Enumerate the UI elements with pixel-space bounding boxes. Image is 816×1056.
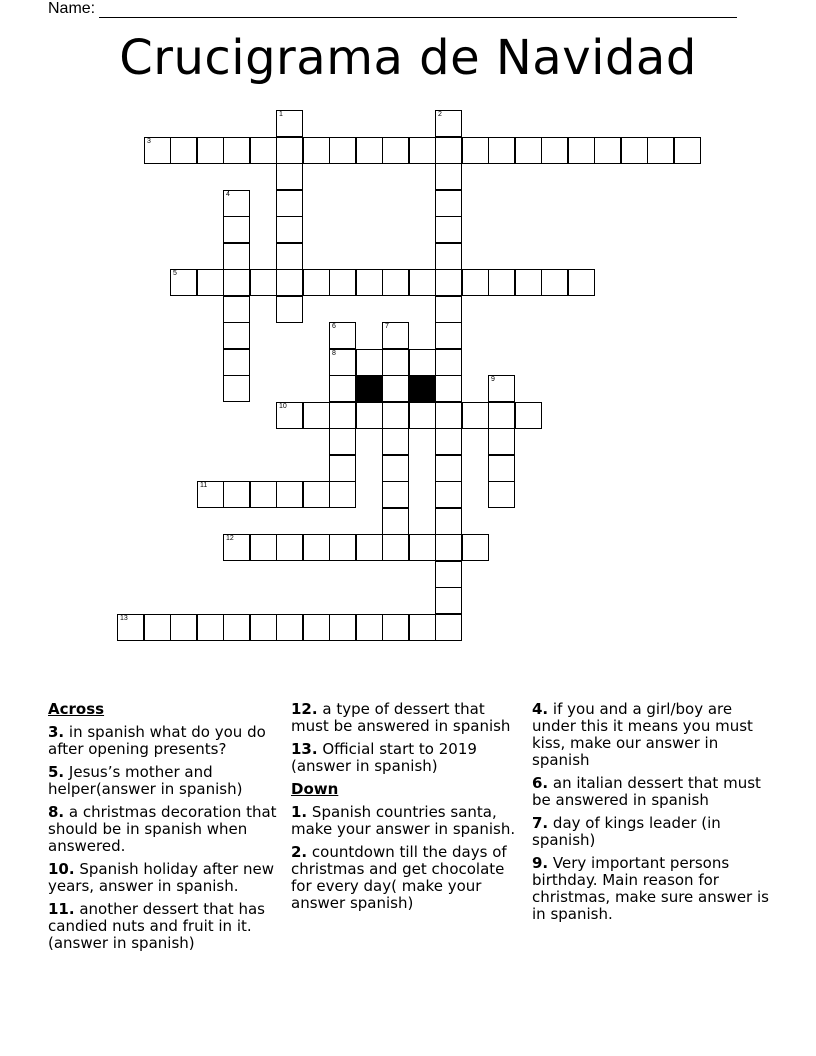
clue-text: Official start to 2019 (answer in spanish) [291, 740, 477, 775]
crossword-cell[interactable] [223, 216, 250, 243]
crossword-cell[interactable] [515, 402, 542, 429]
crossword-cell[interactable] [303, 481, 330, 508]
name-label: Name: [48, 0, 96, 17]
crossword-cell[interactable] [250, 614, 277, 641]
crossword-cell[interactable] [250, 481, 277, 508]
crossword-cell[interactable] [435, 375, 462, 402]
crossword-cell[interactable] [276, 269, 303, 296]
crossword-cell[interactable] [276, 137, 303, 164]
cell-number: 3 [147, 138, 151, 145]
crossword-cell[interactable] [409, 137, 436, 164]
crossword-cell[interactable] [647, 137, 674, 164]
clue-text: Very important persons birthday. Main reason for christmas, make sure answer is in spanish. [532, 854, 769, 923]
crossword-cell[interactable] [329, 481, 356, 508]
crossword-cell[interactable] [223, 375, 250, 402]
crossword-cell[interactable] [462, 269, 489, 296]
crossword-cell[interactable] [329, 428, 356, 455]
crossword-cell[interactable] [435, 322, 462, 349]
crossword-cell[interactable] [117, 614, 144, 641]
clue-text: Spanish countries santa, make your answer in spanish. [291, 803, 516, 838]
clue-number: 12. [291, 700, 318, 718]
crossword-cell[interactable] [223, 534, 250, 561]
cell-number: 2 [438, 111, 442, 118]
clue-text: a christmas decoration that should be in spanish when answered. [48, 803, 277, 855]
clue-down-6 [532, 775, 772, 809]
crossword-cell[interactable] [144, 137, 171, 164]
crossword-cell[interactable] [329, 269, 356, 296]
cell-number: 13 [120, 615, 128, 622]
crossword-cell[interactable] [329, 137, 356, 164]
crossword-cell[interactable] [435, 296, 462, 323]
crossword-cell[interactable] [462, 402, 489, 429]
crossword-cell[interactable] [303, 614, 330, 641]
crossword-black-cell [409, 375, 436, 402]
clue-text: Jesus’s mother and helper(answer in spanish) [48, 763, 243, 798]
crossword-cell[interactable] [462, 137, 489, 164]
crossword-cell[interactable] [435, 428, 462, 455]
crossword-cell[interactable] [409, 614, 436, 641]
crossword-cell[interactable] [356, 349, 383, 376]
clue-text: in spanish what do you do after opening presents? [48, 723, 266, 758]
crossword-cell[interactable] [488, 375, 515, 402]
crossword-cell[interactable] [515, 137, 542, 164]
crossword-cell[interactable] [435, 137, 462, 164]
crossword-cell[interactable] [250, 534, 277, 561]
crossword-cell[interactable] [276, 534, 303, 561]
crossword-cell[interactable] [276, 243, 303, 270]
clue-text: an italian dessert that must be answered in spanish [532, 774, 761, 809]
clue-number: 5. [48, 763, 65, 781]
crossword-cell[interactable] [276, 296, 303, 323]
down-heading: Down [291, 780, 339, 798]
crossword-cell[interactable] [435, 534, 462, 561]
clues-column-3 [532, 701, 772, 929]
crossword-cell[interactable] [329, 534, 356, 561]
crossword-cell[interactable] [435, 561, 462, 588]
clue-across-13 [291, 741, 526, 775]
crossword-cell[interactable] [435, 587, 462, 614]
crossword-cell[interactable] [621, 137, 648, 164]
crossword-cell[interactable] [356, 614, 383, 641]
crossword-cell[interactable] [170, 137, 197, 164]
crossword-cell[interactable] [303, 269, 330, 296]
crossword-cell[interactable] [515, 269, 542, 296]
crossword-cell[interactable] [382, 269, 409, 296]
crossword-cell[interactable] [197, 614, 224, 641]
crossword-cell[interactable] [356, 534, 383, 561]
clue-text: countdown till the days of christmas and get chocolate for every day( make your answer spanish) [291, 843, 507, 912]
clue-down-7 [532, 815, 772, 849]
clue-down-4 [532, 701, 772, 769]
clue-number: 3. [48, 723, 65, 741]
crossword-cell[interactable] [435, 402, 462, 429]
clue-number: 11. [48, 900, 75, 918]
crossword-cell[interactable] [223, 349, 250, 376]
crossword-cell[interactable] [435, 110, 462, 137]
clue-number: 6. [532, 774, 549, 792]
crossword-black-cell [356, 375, 383, 402]
crossword-cell[interactable] [594, 137, 621, 164]
crossword-cell[interactable] [197, 269, 224, 296]
cell-number: 1 [279, 111, 283, 118]
clue-number: 7. [532, 814, 549, 832]
clue-number: 1. [291, 803, 308, 821]
cell-number: 4 [226, 191, 230, 198]
puzzle-title: Crucigrama de Navidad [119, 30, 697, 86]
crossword-cell[interactable] [356, 137, 383, 164]
crossword-cell[interactable] [382, 402, 409, 429]
clue-number: 8. [48, 803, 65, 821]
cell-number: 11 [200, 482, 208, 489]
crossword-cell[interactable] [382, 322, 409, 349]
crossword-cell[interactable] [276, 614, 303, 641]
crossword-cell[interactable] [329, 322, 356, 349]
crossword-cell[interactable] [435, 163, 462, 190]
clue-text: another dessert that has candied nuts and fruit in it. (answer in spanish) [48, 900, 265, 952]
clues-column-1 [48, 701, 283, 958]
crossword-cell[interactable] [435, 481, 462, 508]
cell-number: 6 [332, 323, 336, 330]
crossword-cell[interactable] [223, 137, 250, 164]
crossword-cell[interactable] [223, 322, 250, 349]
clue-across-8 [48, 804, 283, 855]
crossword-cell[interactable] [488, 455, 515, 482]
clue-number: 4. [532, 700, 549, 718]
crossword-cell[interactable] [223, 614, 250, 641]
crossword-cell[interactable] [223, 481, 250, 508]
cell-number: 8 [332, 350, 336, 357]
crossword-cell[interactable] [382, 534, 409, 561]
clue-across-11 [48, 901, 283, 952]
crossword-cell[interactable] [170, 269, 197, 296]
crossword-cell[interactable] [170, 614, 197, 641]
clues-column-2 [291, 701, 526, 918]
crossword-cell[interactable] [276, 216, 303, 243]
crossword-cell[interactable] [435, 269, 462, 296]
clue-across-10 [48, 861, 283, 895]
crossword-cell[interactable] [250, 269, 277, 296]
crossword-cell[interactable] [488, 402, 515, 429]
clue-number: 9. [532, 854, 549, 872]
crossword-cell[interactable] [382, 137, 409, 164]
crossword-cell[interactable] [568, 137, 595, 164]
clue-text: Spanish holiday after new years, answer in spanish. [48, 860, 274, 895]
clue-text: if you and a girl/boy are under this it means you must kiss, make our answer in spanish [532, 700, 753, 769]
crossword-cell[interactable] [223, 190, 250, 217]
crossword-cell[interactable] [329, 614, 356, 641]
crossword-cell[interactable] [382, 428, 409, 455]
crossword-cell[interactable] [329, 375, 356, 402]
clue-text: a type of dessert that must be answered in spanish [291, 700, 511, 735]
clue-across-3 [48, 724, 283, 758]
crossword-cell[interactable] [435, 508, 462, 535]
crossword-cell[interactable] [223, 269, 250, 296]
crossword-cell[interactable] [303, 137, 330, 164]
crossword-cell[interactable] [409, 402, 436, 429]
crossword-cell[interactable] [435, 455, 462, 482]
crossword-cell[interactable] [356, 269, 383, 296]
crossword-cell[interactable] [409, 349, 436, 376]
cell-number: 5 [173, 270, 177, 277]
crossword-cell[interactable] [488, 269, 515, 296]
crossword-cell[interactable] [435, 243, 462, 270]
crossword-cell[interactable] [276, 190, 303, 217]
crossword-cell[interactable] [435, 349, 462, 376]
crossword-cell[interactable] [276, 110, 303, 137]
crossword-cell[interactable] [223, 243, 250, 270]
crossword-cell[interactable] [276, 163, 303, 190]
crossword-cell[interactable] [541, 137, 568, 164]
clue-down-9 [532, 855, 772, 923]
crossword-cell[interactable] [144, 614, 171, 641]
crossword-cell[interactable] [409, 269, 436, 296]
clue-text: day of kings leader (in spanish) [532, 814, 721, 849]
clue-down-2 [291, 844, 526, 912]
crossword-cell[interactable] [329, 455, 356, 482]
crossword-cell[interactable] [329, 349, 356, 376]
crossword-cell[interactable] [329, 402, 356, 429]
clue-down-1 [291, 804, 526, 838]
crossword-cell[interactable] [382, 614, 409, 641]
crossword-cell[interactable] [303, 534, 330, 561]
crossword-cell[interactable] [276, 402, 303, 429]
clue-number: 13. [291, 740, 318, 758]
crossword-cell[interactable] [303, 402, 330, 429]
across-heading: Across [48, 700, 105, 718]
crossword-cell[interactable] [435, 190, 462, 217]
crossword-cell[interactable] [382, 349, 409, 376]
cell-number: 12 [226, 535, 234, 542]
crossword-cell[interactable] [382, 455, 409, 482]
clue-across-12 [291, 701, 526, 735]
clue-across-5 [48, 764, 283, 798]
crossword-cell[interactable] [250, 137, 277, 164]
crossword-cell[interactable] [382, 508, 409, 535]
crossword-cell[interactable] [409, 534, 436, 561]
cell-number: 7 [385, 323, 389, 330]
crossword-cell[interactable] [197, 481, 224, 508]
crossword-cell[interactable] [276, 481, 303, 508]
crossword-cell[interactable] [435, 216, 462, 243]
crossword-cell[interactable] [356, 402, 383, 429]
crossword-cell[interactable] [197, 137, 224, 164]
crossword-cell[interactable] [568, 269, 595, 296]
crossword-cell[interactable] [488, 137, 515, 164]
cell-number: 9 [491, 376, 495, 383]
crossword-cell[interactable] [488, 481, 515, 508]
crossword-cell[interactable] [674, 137, 701, 164]
clue-number: 2. [291, 843, 308, 861]
crossword-cell[interactable] [435, 614, 462, 641]
crossword-cell[interactable] [382, 375, 409, 402]
crossword-cell[interactable] [382, 481, 409, 508]
clue-number: 10. [48, 860, 75, 878]
cell-number: 10 [279, 403, 287, 410]
crossword-cell[interactable] [462, 534, 489, 561]
crossword-cell[interactable] [488, 428, 515, 455]
crossword-cell[interactable] [541, 269, 568, 296]
crossword-cell[interactable] [223, 296, 250, 323]
